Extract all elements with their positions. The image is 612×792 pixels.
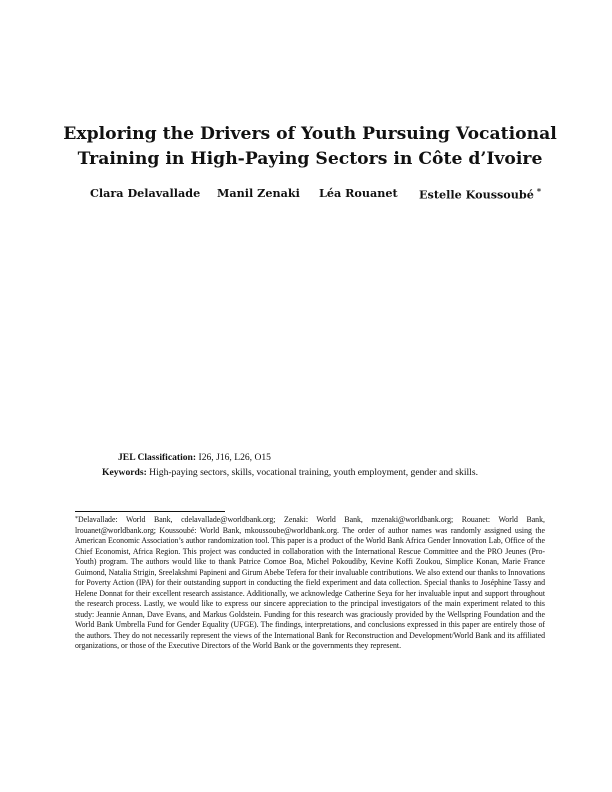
jel-label: JEL Classification: xyxy=(118,452,197,463)
author-footnote-mark: * xyxy=(536,186,542,196)
title-line-1: Exploring the Drivers of Youth Pursuing Vocational xyxy=(63,124,557,144)
keywords-text: High-paying sectors, skills, vocational training, youth employment, gender and skills. xyxy=(149,467,478,478)
footnote-mark: * xyxy=(75,516,78,522)
author-zenaki: Manil Zenaki xyxy=(217,186,300,200)
author-rouanet: Léa Rouanet xyxy=(319,186,398,200)
jel-classification xyxy=(118,452,271,463)
footnote-rule xyxy=(75,511,225,512)
keywords-label: Keywords: xyxy=(102,467,147,478)
title-line-2: Training in High-Paying Sectors in Côte d’Ivoire xyxy=(77,149,543,169)
author-footnote xyxy=(75,514,545,652)
paper-title xyxy=(60,122,560,172)
author-koussoube: Estelle Koussoubé xyxy=(419,187,534,202)
footnote-text: Delavallade: World Bank, cdelavallade@worldbank.org; Zenaki: World Bank, mzenaki@worldbank.org; Rouanet: World Bank, lrouanet@worldbank.org; Koussoubé: World Bank, mkoussoube@worldbank.org. The order of author names was randomly assigned using the American Economic Association’s author randomization tool. This paper is a product of the World Bank Africa Gender Innovation Lab, Office of the Chief Economist, Africa Region. This project was conducted in collaboration with the International Rescue Committee and the PRO Jeunes (Pro-Youth) program. The authors would like to thank Patrice Comoe Boa, Michel Pokoudiby, Kevine Koffi Zoukou, Simplice Konan, Marie France Guimond, Natalia Strigin, Sreelakshmi Papineni and Girum Abebe Tefera for their invaluable contributions. We also extend our thanks to Innovations for Poverty Action (IPA) for their outstanding support in conducting the field experiment and data collection. Special thanks to Joséphine Tassy and Helene Donnat for their excellent research assistance. Additionally, we acknowledge Catherine Seya for her invaluable input and support throughout the research process. Lastly, we would like to express our sincere appreciation to the principal investigators of the main experiment related to this study: Jeannie Annan, Dave Evans, and Markus Goldstein. Funding for this research was graciously provided by the Wellspring Foundation and the World Bank Umbrella Fund for Gender Equality (UFGE). The findings, interpretations, and conclusions expressed in this paper are entirely those of the authors. They do not necessarily represent the views of the International Bank for Reconstruction and Development/World Bank and its affiliated organizations, or those of the Executive Directors of the World Bank or the governments they represent. xyxy=(75,515,545,650)
author-list xyxy=(0,186,612,202)
author-koussoube-wrap xyxy=(419,186,541,202)
keywords xyxy=(102,466,512,480)
author-delavallade: Clara Delavallade xyxy=(90,186,201,200)
jel-codes: I26, J16, L26, O15 xyxy=(198,452,271,463)
